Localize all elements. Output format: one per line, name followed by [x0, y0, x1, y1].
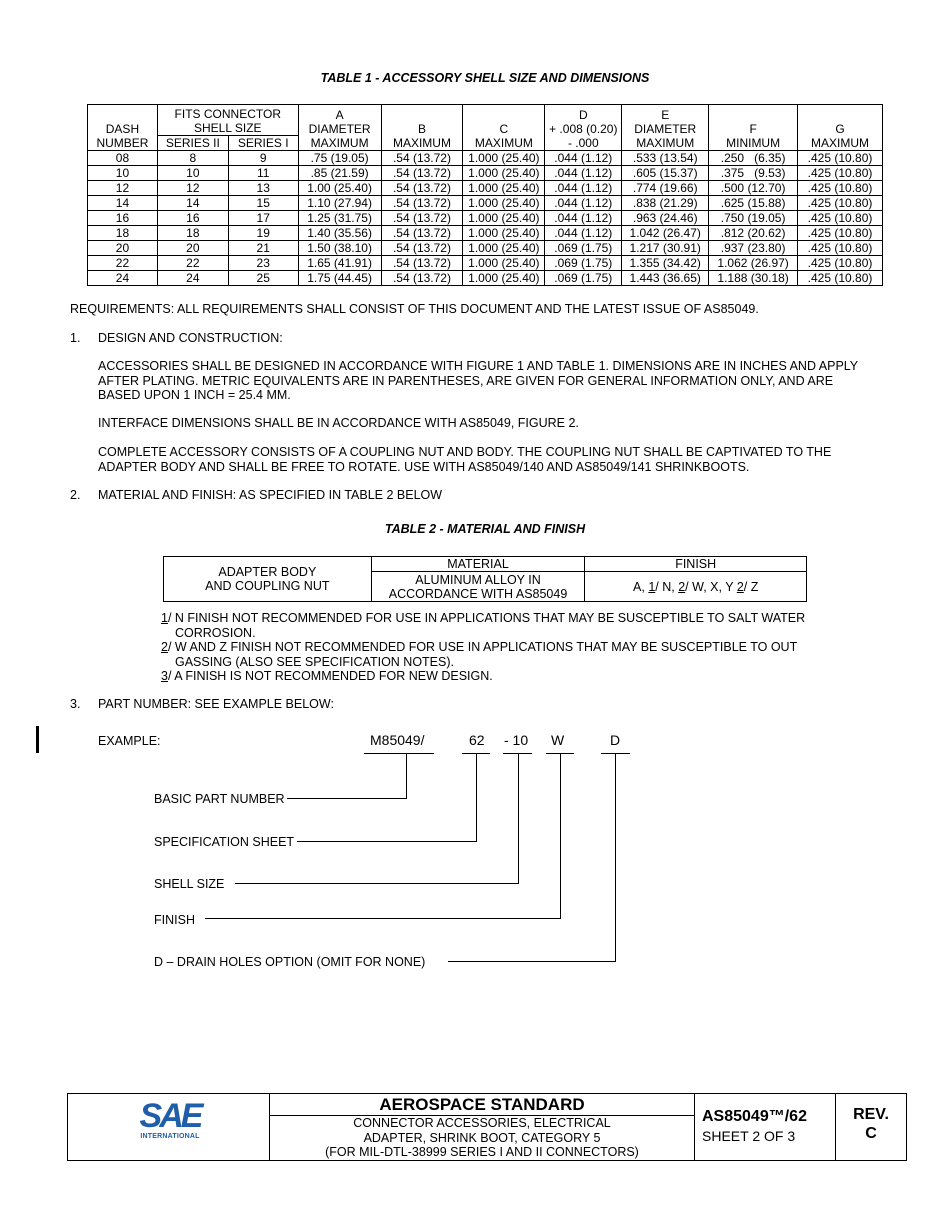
requirements-text: REQUIREMENTS: ALL REQUIREMENTS SHALL CONSIST OF THIS DOCUMENT AND THE LATEST ISSUE OF AS85049. — [70, 302, 759, 316]
section1-para2: INTERFACE DIMENSIONS SHALL BE IN ACCORDANCE WITH AS85049, FIGURE 2. — [98, 416, 579, 430]
table1-cell: .425 (10.80) — [798, 256, 883, 271]
col-dash-header: DASH NUMBER — [88, 105, 158, 151]
table1-cell: 1.000 (25.40) — [463, 256, 545, 271]
table1-cell: 23 — [228, 256, 298, 271]
example-spec-sheet: 62 — [469, 732, 485, 748]
table1-cell: 1.40 (35.56) — [298, 226, 381, 241]
table1-cell: 14 — [88, 196, 158, 211]
table1-cell: .425 (10.80) — [798, 226, 883, 241]
col-series1-header: SERIES I — [228, 136, 298, 151]
example-finish: W — [551, 732, 565, 748]
table1-cell: 21 — [228, 241, 298, 256]
section1-number: 1. — [70, 331, 81, 345]
label-basic-part-number: BASIC PART NUMBER — [154, 792, 285, 806]
table1-cell: 17 — [228, 211, 298, 226]
table1-cell: .54 (13.72) — [381, 241, 463, 256]
table1-cell: .812 (20.62) — [709, 226, 798, 241]
table1-cell: .044 (1.12) — [545, 196, 622, 211]
table1-cell: .425 (10.80) — [798, 211, 883, 226]
leader-finish-horizontal — [205, 918, 561, 919]
table2 — [163, 556, 807, 602]
table1-cell: 1.443 (36.65) — [622, 271, 709, 286]
table1-cell: 18 — [157, 226, 228, 241]
table1-cell: 20 — [88, 241, 158, 256]
standard-title: AEROSPACE STANDARD — [379, 1095, 585, 1114]
table1-row — [88, 196, 883, 211]
table1-cell: .54 (13.72) — [381, 271, 463, 286]
table1-cell: .533 (13.54) — [622, 151, 709, 166]
table1-cell: 9 — [228, 151, 298, 166]
example-label: EXAMPLE: — [98, 734, 161, 748]
table1-cell: .044 (1.12) — [545, 226, 622, 241]
col-a-header: A DIAMETER MAXIMUM — [298, 105, 381, 151]
table1-cell: 8 — [157, 151, 228, 166]
table1-cell: 16 — [88, 211, 158, 226]
table1-cell: 1.042 (26.47) — [622, 226, 709, 241]
section1-para3: COMPLETE ACCESSORY CONSISTS OF A COUPLING NUT AND BODY. THE COUPLING NUT SHALL BE CAPTIVATED TO THE ADAPTER BODY AND SHALL BE FREE TO ROTATE. USE WITH AS85049/140 AND AS85049/141 SHRINKBOOTS. — [98, 445, 832, 474]
table1-cell: 1.000 (25.40) — [463, 196, 545, 211]
table1-cell: .54 (13.72) — [381, 166, 463, 181]
table2-title: TABLE 2 - MATERIAL AND FINISH — [384, 522, 586, 536]
section1-para1: ACCESSORIES SHALL BE DESIGNED IN ACCORDANCE WITH FIGURE 1 AND TABLE 1. DIMENSIONS ARE IN INCHES AND APPLY AFTER PLATING. METRIC EQUIVALENTS ARE IN PARENTHESES, ARE GIVEN FOR GENERAL INFORMATION ONLY, AND ARE BASED UPON 1 INCH = 25.4 MM. — [98, 359, 858, 402]
table1-cell: 1.000 (25.40) — [463, 166, 545, 181]
table1-cell: .425 (10.80) — [798, 181, 883, 196]
table1-cell: .54 (13.72) — [381, 211, 463, 226]
leader-basic-horizontal — [287, 798, 407, 799]
example-drain: D — [610, 732, 621, 748]
leader-finish-vertical — [560, 753, 561, 919]
section1-heading: DESIGN AND CONSTRUCTION: — [98, 331, 283, 345]
title-block — [67, 1093, 907, 1161]
table1-cell: .069 (1.75) — [545, 256, 622, 271]
table1-title: TABLE 1 - ACCESSORY SHELL SIZE AND DIMENSIONS — [320, 71, 650, 85]
sae-logo — [138, 1097, 202, 1144]
label-shell-size: SHELL SIZE — [154, 877, 225, 891]
table1-cell: 24 — [88, 271, 158, 286]
leader-spec-horizontal — [297, 841, 477, 842]
table2-finish-header: FINISH — [585, 557, 807, 572]
table1-cell: 1.188 (30.18) — [709, 271, 798, 286]
example-shell-size: - 10 — [504, 732, 529, 748]
table1-cell: .625 (15.88) — [709, 196, 798, 211]
col-d-header: D + .008 (0.20) - .000 — [545, 105, 622, 151]
leader-basic-vertical — [406, 753, 407, 799]
table1-cell: 12 — [88, 181, 158, 196]
table1-cell: 1.000 (25.40) — [463, 211, 545, 226]
table1-cell: .069 (1.75) — [545, 241, 622, 256]
example-basic-part: M85049/ — [370, 732, 425, 748]
table1-cell: .54 (13.72) — [381, 256, 463, 271]
table1-cell: .425 (10.80) — [798, 151, 883, 166]
sae-logo-subtext: INTERNATIONAL — [140, 1133, 200, 1140]
sae-logo-text: SAE — [139, 1097, 201, 1135]
leader-drain-horizontal — [448, 961, 616, 962]
table1-row — [88, 181, 883, 196]
table1-cell: .54 (13.72) — [381, 151, 463, 166]
col-e-header: E DIAMETER MAXIMUM — [622, 105, 709, 151]
table2-row-label: ADAPTER BODY AND COUPLING NUT — [164, 557, 372, 602]
table1-cell: 10 — [157, 166, 228, 181]
table1-cell: .54 (13.72) — [381, 226, 463, 241]
table1-cell: .044 (1.12) — [545, 211, 622, 226]
table2-material-value: ALUMINUM ALLOY IN ACCORDANCE WITH AS85049 — [371, 572, 585, 602]
table1-cell: 1.000 (25.40) — [463, 226, 545, 241]
revision: REV. C — [853, 1106, 889, 1142]
table1-cell: .75 (19.05) — [298, 151, 381, 166]
title-block-divider-2 — [694, 1094, 695, 1160]
note-1: 1/ N FINISH NOT RECOMMENDED FOR USE IN APPLICATIONS THAT MAY BE SUSCEPTIBLE TO SALT WATER CORROSION. — [161, 611, 806, 640]
standard-description: CONNECTOR ACCESSORIES, ELECTRICAL ADAPTER, SHRINK BOOT, CATEGORY 5 (FOR MIL-DTL-38999 SERIES I AND II CONNECTORS) — [325, 1116, 639, 1159]
table1-cell: 24 — [157, 271, 228, 286]
table1-row — [88, 166, 883, 181]
col-b-header: B MAXIMUM — [381, 105, 463, 151]
table1-cell: .425 (10.80) — [798, 241, 883, 256]
section3-number: 3. — [70, 697, 81, 711]
table1-cell: 1.10 (27.94) — [298, 196, 381, 211]
table1-cell: .044 (1.12) — [545, 151, 622, 166]
table1-cell: .425 (10.80) — [798, 166, 883, 181]
table1-row — [88, 226, 883, 241]
table2-finish-value: A, 1/ N, 2/ W, X, Y 2/ Z — [585, 572, 807, 602]
table1-cell: 08 — [88, 151, 158, 166]
sheet-number: SHEET 2 OF 3 — [702, 1128, 796, 1144]
table1-cell: .605 (15.37) — [622, 166, 709, 181]
table1-cell: 1.25 (31.75) — [298, 211, 381, 226]
table1-cell: .250 (6.35) — [709, 151, 798, 166]
table1-row — [88, 271, 883, 286]
table1-cell: 18 — [88, 226, 158, 241]
table1-cell: 22 — [157, 256, 228, 271]
document-number: AS85049™/62 — [702, 1108, 807, 1125]
label-finish: FINISH — [154, 913, 195, 927]
table1-row — [88, 151, 883, 166]
leader-shell-vertical — [518, 753, 519, 884]
table1-row — [88, 211, 883, 226]
col-series2-header: SERIES II — [157, 136, 228, 151]
table1-cell: 1.000 (25.40) — [463, 151, 545, 166]
note-3: 3/ A FINISH IS NOT RECOMMENDED FOR NEW DESIGN. — [161, 669, 493, 683]
leader-drain-vertical — [615, 753, 616, 962]
table1-cell: 1.000 (25.40) — [463, 271, 545, 286]
table2-material-header: MATERIAL — [371, 557, 585, 572]
leader-shell-horizontal — [235, 883, 519, 884]
table1-cell: 13 — [228, 181, 298, 196]
table1-cell: 22 — [88, 256, 158, 271]
table1-cell: .54 (13.72) — [381, 181, 463, 196]
table1-cell: .963 (24.46) — [622, 211, 709, 226]
table1-cell: .750 (19.05) — [709, 211, 798, 226]
table1 — [87, 104, 883, 286]
table1-cell: .425 (10.80) — [798, 196, 883, 211]
section2-number: 2. — [70, 488, 81, 502]
table1-cell: .375 (9.53) — [709, 166, 798, 181]
col-c-header: C MAXIMUM — [463, 105, 545, 151]
table1-cell: .044 (1.12) — [545, 181, 622, 196]
table1-cell: 1.00 (25.40) — [298, 181, 381, 196]
table1-cell: 12 — [157, 181, 228, 196]
table1-cell: .425 (10.80) — [798, 271, 883, 286]
table1-cell: 1.217 (30.91) — [622, 241, 709, 256]
table1-cell: 11 — [228, 166, 298, 181]
table1-cell: 19 — [228, 226, 298, 241]
table1-cell: 14 — [157, 196, 228, 211]
table1-cell: 1.355 (34.42) — [622, 256, 709, 271]
label-drain-holes: D – DRAIN HOLES OPTION (OMIT FOR NONE) — [154, 955, 426, 969]
table1-cell: .838 (21.29) — [622, 196, 709, 211]
table1-row — [88, 241, 883, 256]
table1-cell: 20 — [157, 241, 228, 256]
table1-cell: 16 — [157, 211, 228, 226]
table1-cell: .937 (23.80) — [709, 241, 798, 256]
table1-cell: 1.000 (25.40) — [463, 241, 545, 256]
table1-cell: 15 — [228, 196, 298, 211]
table1-cell: 1.062 (26.97) — [709, 256, 798, 271]
table1-cell: .54 (13.72) — [381, 196, 463, 211]
col-f-header: F MINIMUM — [709, 105, 798, 151]
underline-basic — [364, 753, 434, 754]
table1-cell: .044 (1.12) — [545, 166, 622, 181]
section3-text: PART NUMBER: SEE EXAMPLE BELOW: — [98, 697, 334, 711]
table1-cell: 1.65 (41.91) — [298, 256, 381, 271]
revision-bar — [36, 726, 39, 753]
table1-cell: .069 (1.75) — [545, 271, 622, 286]
table1-cell: 1.75 (44.45) — [298, 271, 381, 286]
col-fits-header: FITS CONNECTOR SHELL SIZE — [157, 105, 298, 136]
table1-cell: 10 — [88, 166, 158, 181]
table1-cell: 25 — [228, 271, 298, 286]
table1-cell: 1.50 (38.10) — [298, 241, 381, 256]
leader-spec-vertical — [476, 753, 477, 842]
table1-cell: 1.000 (25.40) — [463, 181, 545, 196]
table1-row — [88, 256, 883, 271]
note-2: 2/ W AND Z FINISH NOT RECOMMENDED FOR USE IN APPLICATIONS THAT MAY BE SUSCEPTIBLE TO OUT GASSING (ALSO SEE SPECIFICATION NOTES). — [161, 640, 797, 669]
section2-text: MATERIAL AND FINISH: AS SPECIFIED IN TABLE 2 BELOW — [98, 488, 443, 502]
table1-cell: .500 (12.70) — [709, 181, 798, 196]
col-g-header: G MAXIMUM — [798, 105, 883, 151]
table1-cell: .85 (21.59) — [298, 166, 381, 181]
label-specification-sheet: SPECIFICATION SHEET — [154, 835, 295, 849]
table1-cell: .774 (19.66) — [622, 181, 709, 196]
